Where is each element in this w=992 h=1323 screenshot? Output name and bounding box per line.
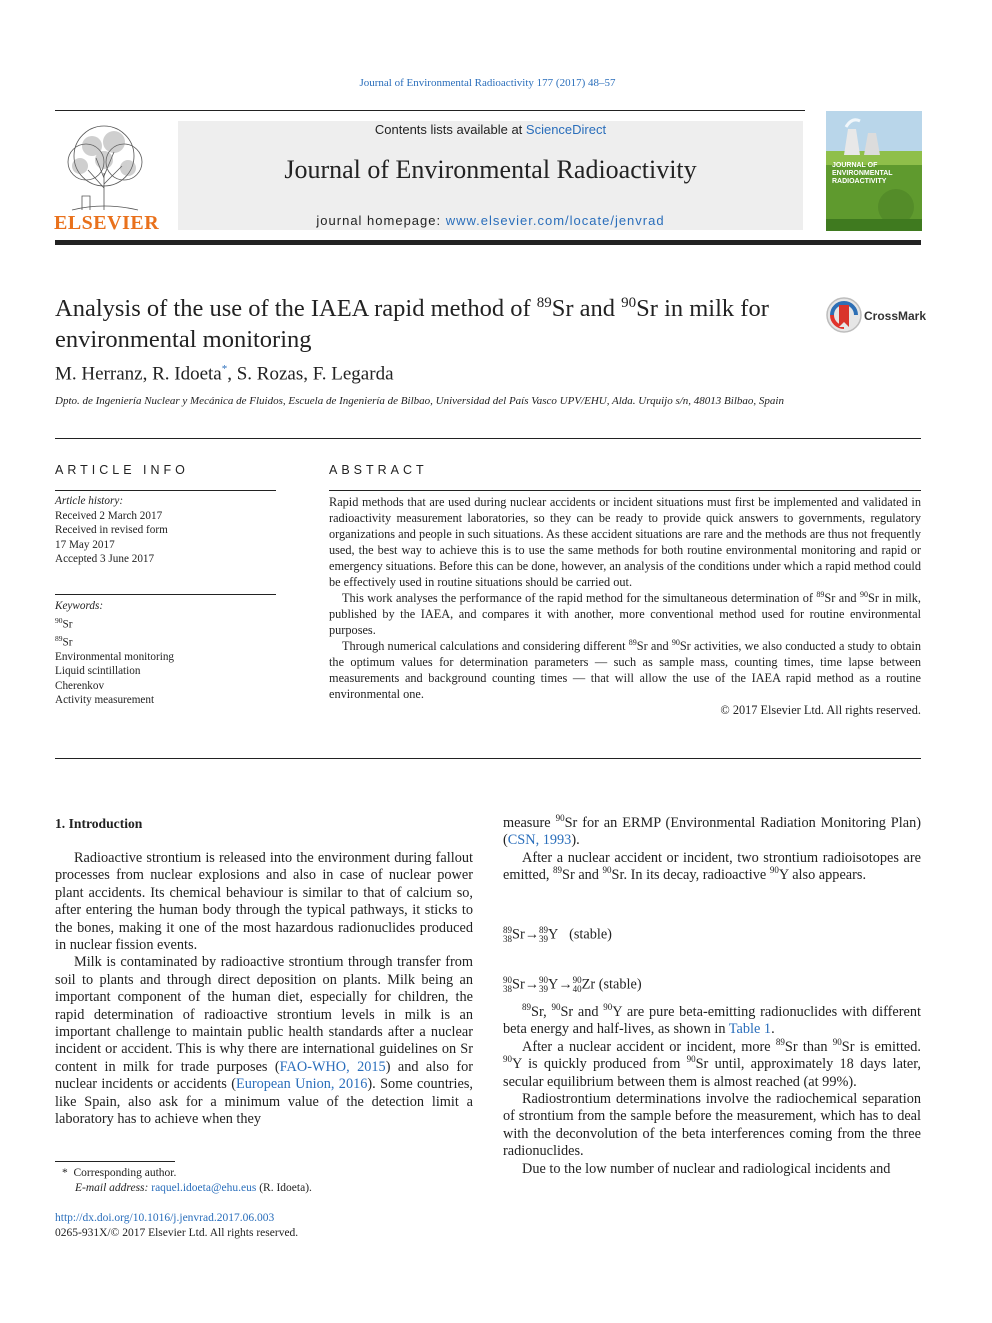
- doi-block: [55, 1211, 475, 1241]
- crossmark-icon[interactable]: [825, 296, 863, 334]
- article-info-heading: ARTICLE INFO: [55, 463, 189, 477]
- body-paragraph: $^{89}$Sr, $^{90}$Sr and $^{90}$Y are pure beta-emitting radionuclides with different beta energy and half-lives, as shown in Table 1.: [503, 1002, 921, 1038]
- right-column-top: [503, 815, 921, 885]
- abstract-bottom-rule: [55, 758, 921, 759]
- body-paragraph: Due to the low number of nuclear and radiological incidents and: [522, 1160, 891, 1177]
- corresponding-author-footnote: * Corresponding author. E-mail address: raquel.idoeta@ehu.eus (R. Idoeta).: [62, 1167, 312, 1194]
- history-item: Received 2 March 2017: [55, 509, 163, 522]
- keywords-rule: [55, 594, 276, 595]
- affiliation: Dpto. de Ingeniería Nuclear y Mecánica de Fluidos, Escuela de Ingeniería de Bilbao, Universidad del País Vasco UPV/EHU, Alda. Urquijo s/n, 48013 Bilbao, Spain: [55, 395, 784, 407]
- keyword-item: Liquid scintillation: [55, 665, 141, 678]
- abstract-heading: ABSTRACT: [329, 463, 428, 477]
- corresponding-author-marker[interactable]: *: [221, 363, 228, 375]
- abstract-rule: [329, 490, 921, 491]
- body-paragraph: measure $^{90}$Sr for an ERMP (Environmental Radiation Monitoring Plan) (CSN, 1993).: [503, 813, 921, 849]
- issn-line: 0265-931X/© 2017 Elsevier Ltd. All rights reserved.: [55, 1227, 299, 1239]
- email-link[interactable]: raquel.idoeta@ehu.eus: [151, 1182, 257, 1194]
- header-thick-rule: [55, 240, 921, 245]
- keyword-item: Cherenkov: [55, 679, 105, 692]
- article-title: Analysis of the use of the IAEA rapid method of $^{89}$Sr and $^{90}$Sr in milk for environmental monitoring: [55, 295, 769, 354]
- sciencedirect-link[interactable]: ScienceDirect: [525, 122, 607, 137]
- citation-link-fao-who[interactable]: FAO-WHO, 2015: [279, 1058, 386, 1075]
- left-column: [55, 850, 473, 1129]
- keywords: [55, 599, 276, 708]
- body-paragraph: After a nuclear accident or incident, two strontium radioisotopes are emitted, $^{89}$Sr and $^{90}$Sr. In its decay, radioactive $^{90}$Y also appears.: [503, 849, 921, 884]
- contents-line: Contents lists available at ScienceDirect: [374, 122, 607, 137]
- keyword-item: $^{89}$Sr: [55, 633, 73, 649]
- article-info-rule: [55, 490, 276, 491]
- keyword-item: $^{90}$Sr: [55, 615, 73, 631]
- cover-journal-title: JOURNAL OF ENVIRONMENTAL RADIOACTIVITY: [832, 162, 893, 185]
- citation-link-csn[interactable]: CSN, 1993: [507, 832, 572, 849]
- body-paragraph: After a nuclear accident or incident, more $^{89}$Sr than $^{90}$Sr is emitted. $^{90}$Y is quickly produced from $^{90}$Sr until, approximately 18 days later, secular equilibrium between them is almost reached (at 99%).: [503, 1037, 921, 1090]
- abstract-paragraph: This work analyses the performance of the rapid method for the simultaneous determination of $^{89}$Sr and $^{90}$Sr in milk, published by the IAEA, and compares it with another, more conventional method used for routine environmental purposes.: [329, 589, 921, 637]
- body-paragraph: Radioactive strontium is released into the environment during fallout processes from nuclear explosions and also in case of nuclear power plant accidents. Its chemical behaviour is similar to that of calcium so, after entering the human body through the typical pathways, it sticks to the bones, making it one of the most hazardous radionuclides produced in nuclear fission events.: [55, 850, 473, 954]
- footnote-rule: [55, 1161, 175, 1162]
- history-item: 17 May 2017: [55, 538, 115, 551]
- history-item: Accepted 3 June 2017: [55, 553, 155, 565]
- section-heading-introduction: 1. Introduction: [55, 816, 143, 831]
- journal-reference-link[interactable]: Journal of Environmental Radioactivity 177 (2017) 48–57: [359, 77, 616, 89]
- equation-sr90-decay: 90 38Sr→90 39Y→90 40Zr (stable): [503, 975, 642, 994]
- elsevier-wordmark: ELSEVIER: [54, 212, 160, 234]
- body-paragraph: Milk is contaminated by radioactive strontium through transfer from soil to plants and through direct deposition on plants. Milk being an important component of the human diet, especially for children, the rapid determination of radioactive strontium levels in milk is an important challenge to maintain public health standards after a nuclear incident or accident. This is why there are international guidelines on Sr content in milk for trade purposes (FAO-WHO, 2015) and also for nuclear incidents or accidents (European Union, 2016). Some countries, like Spain, also ask for a minimum value of the detection limit a laboratory has to achieve when they: [55, 954, 474, 1128]
- header-top-rule: [55, 110, 805, 111]
- history-item: Received in revised form: [55, 524, 168, 536]
- abstract-copyright: © 2017 Elsevier Ltd. All rights reserved.: [720, 703, 921, 717]
- journal-title: Journal of Environmental Radioactivity: [284, 155, 697, 184]
- right-column-bottom: [503, 1004, 921, 1178]
- keyword-item: Environmental monitoring: [55, 650, 175, 663]
- abstract-paragraph: Through numerical calculations and considering different $^{89}$Sr and $^{90}$Sr activities, we also conducted a study to obtain the optimum values for determination parameters — such as sample mass, counting times, time lapse between measurements and background counting times — that will allow the use of the IAEA rapid method as a routine environmental one.: [329, 637, 921, 701]
- body-paragraph: Radiostrontium determinations involve the radiochemical separation of strontium from the sample before the measurement, which has to deal with the deconvolution of the beta interferences coming from the three radionuclides.: [503, 1091, 921, 1160]
- doi-link[interactable]: http://dx.doi.org/10.1016/j.jenvrad.2017.06.003: [55, 1212, 275, 1224]
- keyword-item: Activity measurement: [55, 694, 155, 707]
- abstract-paragraph: Rapid methods that are used during nuclear accidents or incident situations must first be implemented and validated in radioactivity measurement laboratories, so they can be ready to provide quick answers to governments, regulatory organizations and people in such situations. As these accident situations are rare and the methods are thus not frequently used, the best way to achieve this is to use the same methods for both routine environmental monitoring and rapid or emergency situations. Before this can be done, however, an analysis of the conditions under which a rapid method could be effectively used in routine situations should be carried out.: [329, 495, 921, 589]
- journal-homepage: journal homepage: www.elsevier.com/locate/jenvrad: [316, 213, 665, 228]
- keywords-label: Keywords:: [55, 600, 104, 612]
- abstract-text: [329, 494, 921, 718]
- author-list: M. Herranz, R. Idoeta*, S. Rozas, F. Legarda: [55, 363, 394, 385]
- affiliation-rule: [55, 438, 921, 439]
- article-history: [55, 494, 276, 567]
- citation-link-european-union[interactable]: European Union, 2016: [235, 1076, 368, 1093]
- history-label: Article history:: [55, 495, 124, 507]
- table-1-link[interactable]: Table 1: [728, 1021, 772, 1038]
- equation-sr89-decay: 89 38Sr→89 39Y (stable): [503, 925, 612, 944]
- homepage-link[interactable]: www.elsevier.com/locate/jenvrad: [445, 213, 665, 228]
- crossmark-label[interactable]: CrossMark: [864, 309, 927, 323]
